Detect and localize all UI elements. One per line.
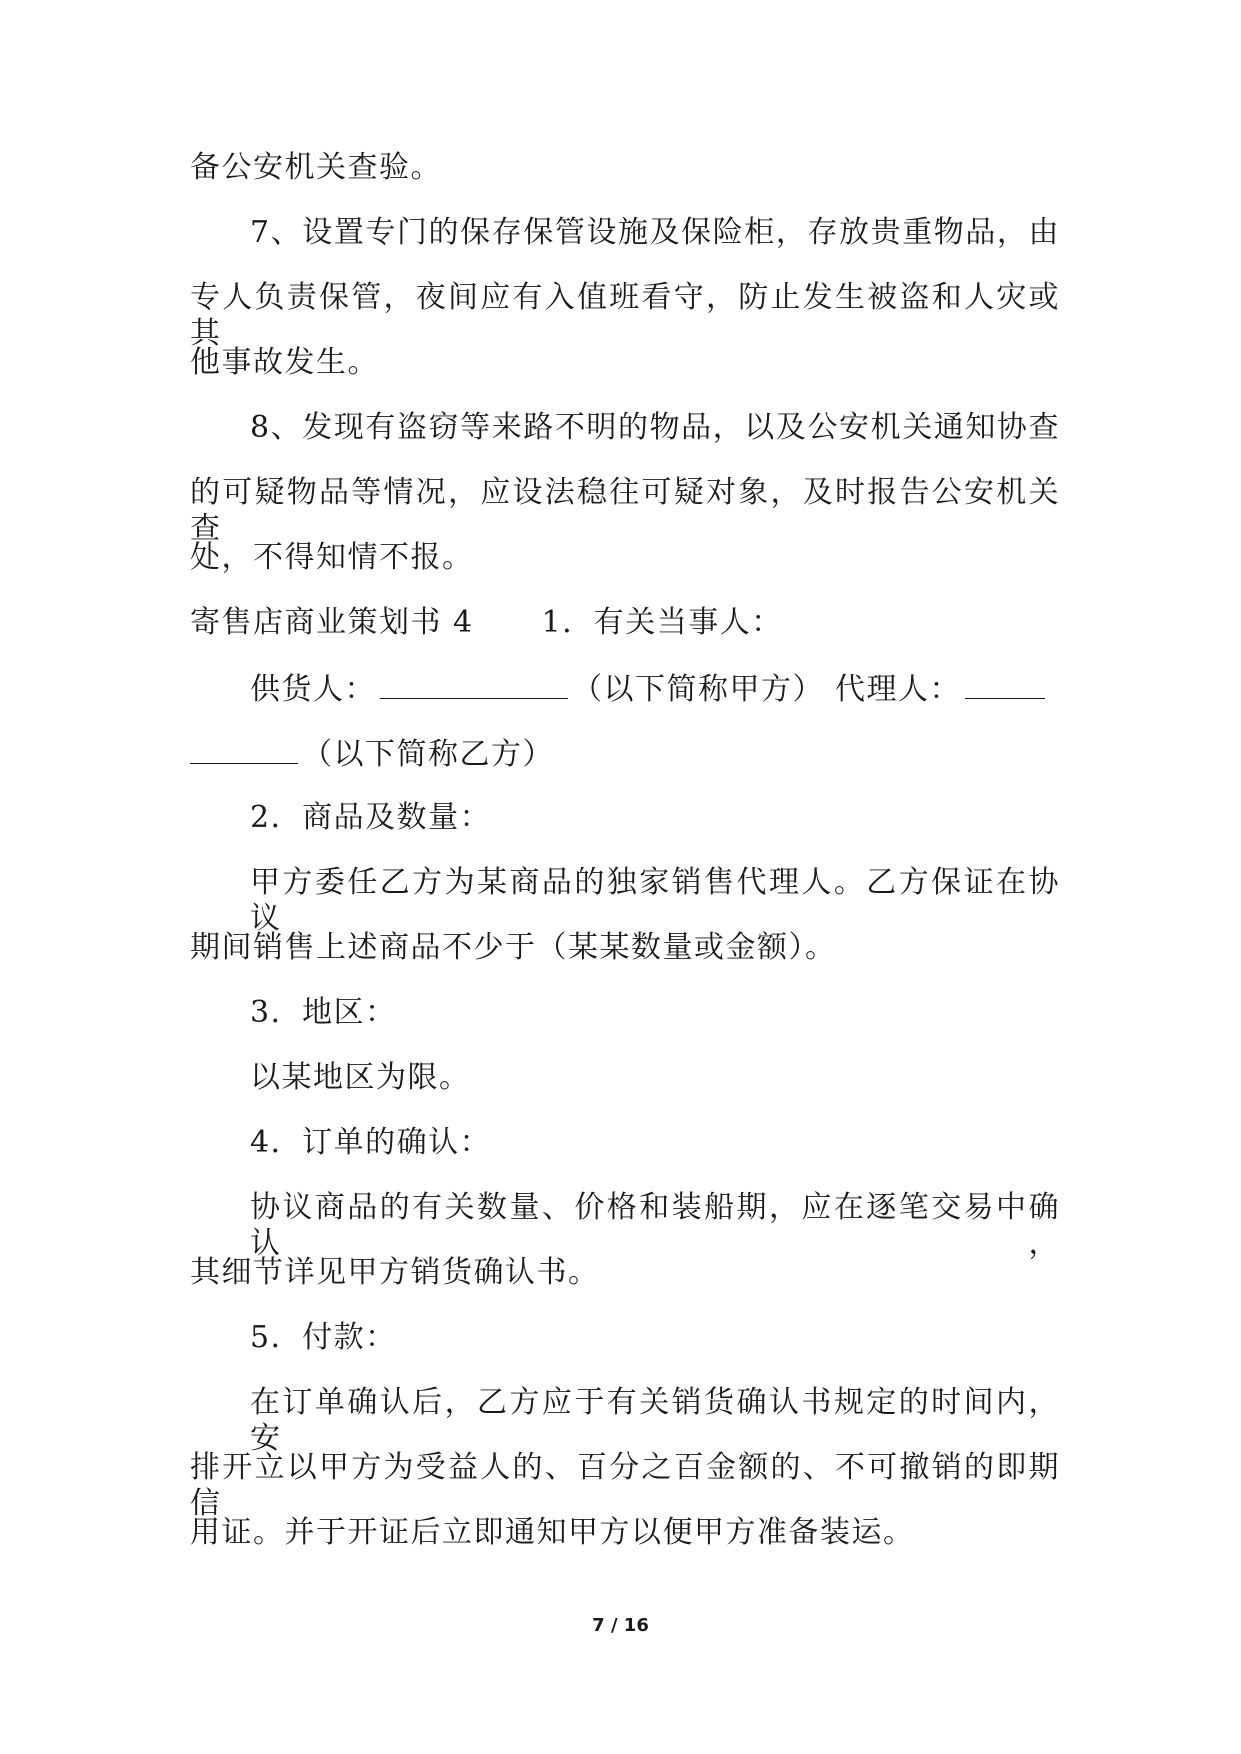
- paragraph-line: 协议商品的有关数量、价格和装船期，应在逐笔交易中确认，: [250, 1190, 1060, 1261]
- heading-item: 1．有关当事人：: [541, 605, 783, 640]
- agent-label: 代理人：: [835, 672, 962, 707]
- supplier-suffix: （以下简称甲方）: [572, 672, 824, 707]
- parties-line: [190, 670, 1060, 706]
- paragraph-line: 其细节详见甲方销货确认书。: [190, 1255, 600, 1290]
- agent-blank-1: [965, 670, 1045, 699]
- paragraph-line: 以某地区为限。: [250, 1060, 471, 1095]
- section-title: 3．地区：: [250, 995, 397, 1030]
- paragraph-line: 7、设置专门的保存保管设施及保险柜，存放贵重物品，由: [250, 215, 1060, 250]
- supplier-blank: [380, 670, 568, 699]
- section-title: 2．商品及数量：: [250, 800, 492, 835]
- section-title: 4．订单的确认：: [250, 1125, 492, 1160]
- agent-blank-2: [190, 735, 298, 764]
- paragraph-line: 备公安机关查验。: [190, 150, 442, 185]
- page-number: 7 / 16: [592, 1615, 649, 1636]
- supplier-label: 供货人：: [250, 672, 376, 707]
- agent-suffix: （以下简称乙方）: [302, 737, 554, 772]
- paragraph-line: 他事故发生。: [190, 345, 379, 380]
- paragraph-line: 甲方委任乙方为某商品的独家销售代理人。乙方保证在协议: [250, 865, 1060, 936]
- document-title: 寄售店商业策划书 4: [190, 605, 474, 640]
- paragraph-line: 8、发现有盗窃等来路不明的物品，以及公安机关通知协查: [250, 410, 1060, 445]
- document-page: [190, 150, 1060, 1580]
- paragraph-line: 在订单确认后，乙方应于有关销货确认书规定的时间内，安: [250, 1385, 1060, 1456]
- parties-line-continued: [190, 735, 1060, 771]
- section-heading: [190, 605, 1060, 641]
- paragraph-line: 的可疑物品等情况，应设法稳往可疑对象，及时报告公安机关查: [190, 475, 1060, 546]
- paragraph-line: 处，不得知情不报。: [190, 540, 474, 575]
- paragraph-line: 用证。并于开证后立即通知甲方以便甲方准备装运。: [190, 1515, 915, 1550]
- paragraph-line: 排开立以甲方为受益人的、百分之百金额的、不可撤销的即期信: [190, 1450, 1060, 1521]
- section-title: 5．付款：: [250, 1320, 397, 1355]
- paragraph-line: 专人负责保管，夜间应有入值班看守，防止发生被盗和人灾或其: [190, 280, 1060, 351]
- paragraph-line: 期间销售上述商品不少于（某某数量或金额）。: [190, 930, 837, 965]
